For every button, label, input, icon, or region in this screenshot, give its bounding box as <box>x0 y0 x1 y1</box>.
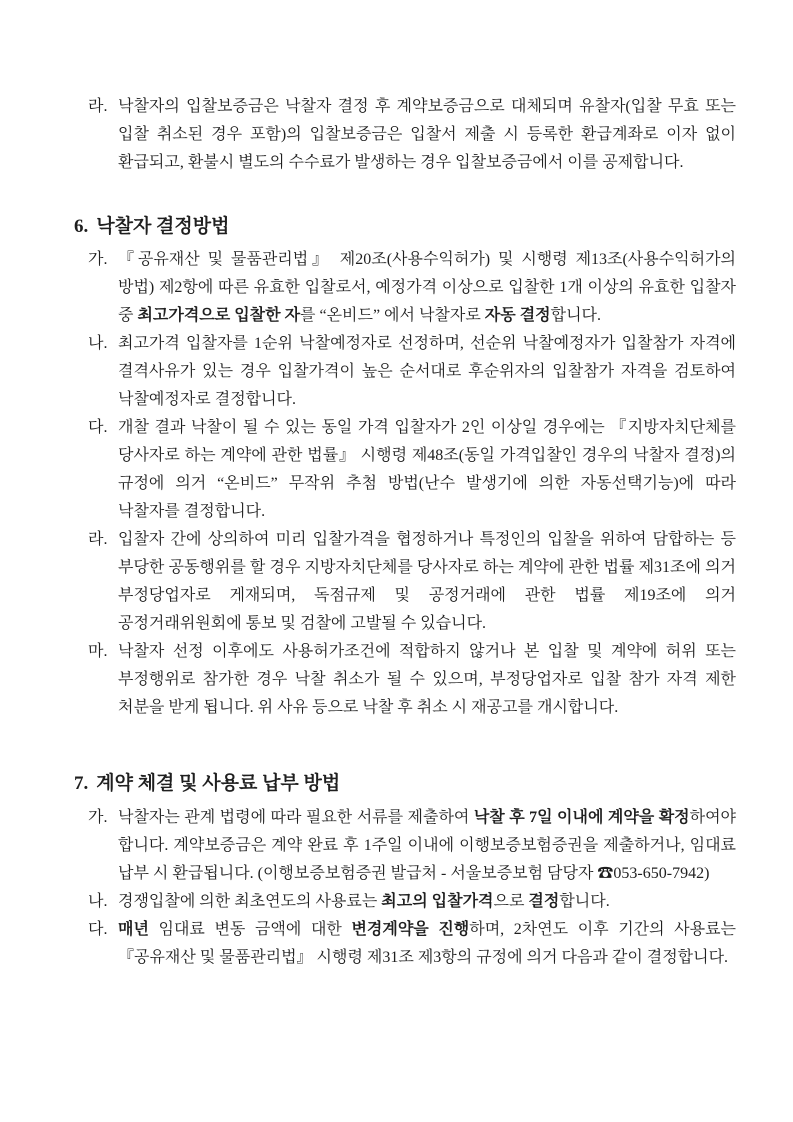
item-text <box>118 638 736 722</box>
text-run: 경쟁입찰에 의한 최초연도의 사용료는 <box>118 893 382 910</box>
section-7-item-na <box>88 888 736 916</box>
bold-emphasis: 낙찰 후 7일 이내에 계약을 확정 <box>473 809 690 826</box>
item-text <box>118 804 736 888</box>
bold-emphasis: 자동 결정 <box>484 307 551 324</box>
section-6-item-na <box>88 330 736 414</box>
section-6-number: 6. <box>74 216 89 237</box>
text-run: 를 “온비드” 에서 낙찰자로 <box>300 307 485 324</box>
section-6-item-ra <box>88 526 736 638</box>
text-run: 『공유재산 및 물품관리법』 제20조(사용수익허가) 및 시행령 제13조(사용수익허가의 방법) 제2항에 따른 유효한 입찰로서, 예정가격 이상으로 입찰한 1개 이상의 유효한 입찰자 중 <box>118 251 736 324</box>
item-text <box>118 246 736 330</box>
section-7-item-ga <box>88 804 736 888</box>
section-7-number: 7. <box>74 773 89 794</box>
bold-emphasis: 최고가격으로 입찰한 자 <box>137 307 301 324</box>
text-run: 개찰 결과 낙찰이 될 수 있는 동일 가격 입찰자가 2인 이상일 경우에는 『지방자치단체를 당사자로 하는 계약에 관한 법률』 시행령 제48조(동일 가격입찰인 경우의 낙찰자 결정)의 규정에 의거 “온비드” 무작위 추첨 방법(난수 발생기에 의한 자동선택기능)에 따라 낙찰자를 결정합니다. <box>118 419 736 520</box>
text-run: 최고가격 입찰자를 1순위 낙찰예정자로 선정하며, 선순위 낙찰예정자가 입찰참가 자격에 결격사유가 있는 경우 입찰가격이 높은 순서대로 후순위자의 입찰참가 자격을 검토하여 낙찰예정자로 결정합니다. <box>118 335 736 408</box>
section-7-title: 계약 체결 및 사용료 납부 방법 <box>96 773 341 794</box>
item-text <box>118 414 736 526</box>
item-text <box>118 916 736 972</box>
text-run: 하여야 합니다. 계약보증금은 계약 완료 후 1주일 이내에 이행보증보험증권을 제출하거나, 임대료 납부 시 환급됩니다. (이행보증보험증권 발급처 - 서울보증보험 담당자 ☎053-650-7942) <box>118 809 736 882</box>
section-6-item-da <box>88 414 736 526</box>
item-label: 가. <box>88 251 108 268</box>
section-6-title: 낙찰자 결정방법 <box>96 216 230 237</box>
text-run: 임대료 변동 금액에 대한 <box>148 921 352 938</box>
item-label: 다. <box>88 921 108 938</box>
item-label: 가. <box>88 809 108 826</box>
text-run: 입찰자 간에 상의하여 미리 입찰가격을 협정하거나 특정인의 입찰을 위하여 담합하는 등 부당한 공동행위를 할 경우 지방자치단체를 당사자로 하는 계약에 관한 법률 제31조에 의거 부정당업자로 게재되며, 독점규제 및 공정거래에 관한 법률 제19조에 의거 공정거래위원회에 통보 및 검찰에 고발될 수 있습니다. <box>118 531 736 632</box>
item-text <box>118 93 736 177</box>
item-label: 나. <box>88 335 108 352</box>
bold-emphasis: 변경계약을 진행 <box>351 921 470 938</box>
bold-emphasis: 최고의 입찰가격 <box>381 893 494 910</box>
section-6-item-ga <box>88 246 736 330</box>
text-run: 하며, 2차연도 이후 기간의 사용료는 『공유재산 및 물품관리법』 시행령 제31조 제3항의 규정에 의거 다음과 같이 결정합니다. <box>118 921 737 966</box>
item-text <box>118 888 736 916</box>
text-run: 낙찰자는 관계 법령에 따라 필요한 서류를 제출하여 <box>118 809 474 826</box>
text-run: 으로 <box>493 893 529 910</box>
text-run: 합니다. <box>550 307 601 324</box>
paragraph-deposit-refund <box>88 93 736 177</box>
section-6-item-ma <box>88 638 736 722</box>
section-7-heading <box>74 770 736 798</box>
bold-emphasis: 매년 <box>118 921 149 938</box>
text-run: 낙찰자 선정 이후에도 사용허가조건에 적합하지 않거나 본 입찰 및 계약에 허위 또는 부정행위로 참가한 경우 낙찰 취소가 될 수 있으며, 부정당업자로 입찰 참가 자격 제한 처분을 받게 됩니다. 위 사유 등으로 낙찰 후 취소 시 재공고를 개시합니다. <box>118 643 736 716</box>
item-text <box>118 330 736 414</box>
text-run: 합니다. <box>559 893 610 910</box>
section-7-item-da <box>88 916 736 972</box>
item-text <box>118 526 736 638</box>
text-run: 낙찰자의 입찰보증금은 낙찰자 결정 후 계약보증금으로 대체되며 유찰자(입찰 무효 또는 입찰 취소된 경우 포함)의 입찰보증금은 입찰서 제출 시 등록한 환급계좌로 이자 없이 환급되고, 환불시 별도의 수수료가 발생하는 경우 입찰보증금에서 이를 공제합니다. <box>118 98 736 171</box>
item-label: 라. <box>88 531 108 548</box>
bold-emphasis: 결정 <box>528 893 560 910</box>
item-label: 다. <box>88 419 108 436</box>
section-6-heading <box>74 213 736 241</box>
item-label: 라. <box>88 98 108 115</box>
item-label: 나. <box>88 893 108 910</box>
item-label: 마. <box>88 643 108 660</box>
